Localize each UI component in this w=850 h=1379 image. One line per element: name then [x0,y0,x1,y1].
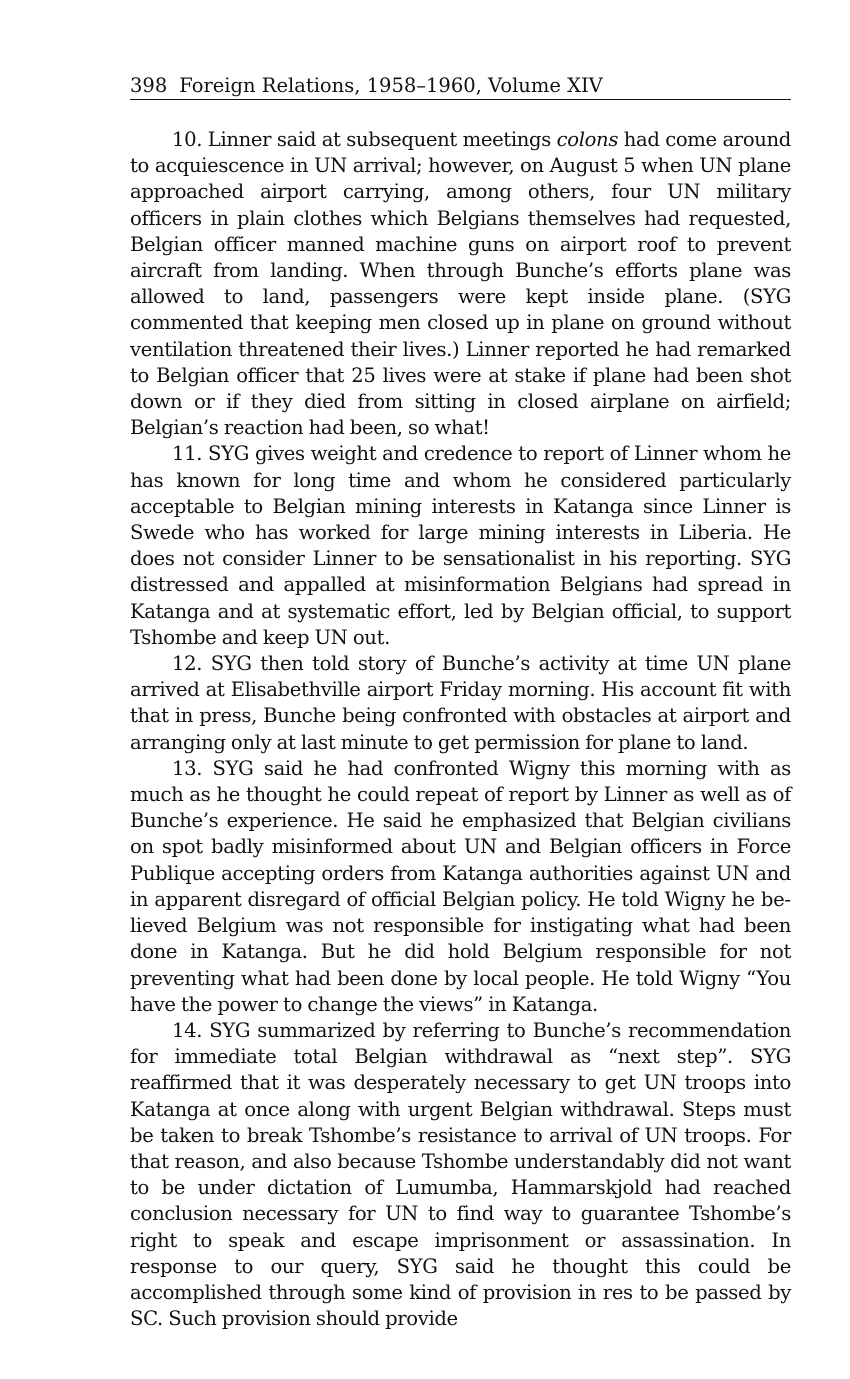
page-number: 398 [130,74,168,97]
running-header [130,74,791,100]
paragraph-10-start: 10. Linner said at subsequent meetings [172,128,557,151]
paragraph-10-rest: had come around to acquiescence in UN arrival; however, on August 5 when UN plane approached airport carrying, among others, four UN military officers in plain clothes which Belgians themselves had requested, Belgian officer manned machine guns on airport roof to prevent aircraft from landing. When through Bunche’s efforts plane was allowed to land, passengers were kept inside plane. (SYG commented that keeping men closed up in plane on ground without ventilation threatened their lives.) Linner reported he had remarked to Belgian officer that 25 lives were at stake if plane had been shot down or if they died from sitting in closed airplane on airfield; Belgian’s reaction had been, so what! [130,128,791,440]
volume-title: Foreign Relations, 1958–1960, Volume XIV [179,74,603,97]
paragraph-13: 13. SYG said he had confronted Wigny this morning with as much as he thought he could repeat of report by Linner as well as of Bunche’s experience. He said he emphasized that Belgian civilians on spot badly misinformed about UN and Belgian officers in Force Publique accepting orders from Katanga authorities against UN and in apparent disregard of official Belgian policy. He told Wigny he believed Belgium was not responsible for instigating what had been done in Katanga. But he did hold Belgium responsible for not preventing what had been done by local people. He told Wigny “You have the power to change the views” in Katanga. [130,756,791,1016]
paragraph-12: 12. SYG then told story of Bunche’s activity at time UN plane arrived at Elisabethville airport Friday morning. His account fit with that in press, Bunche being confronted with obstacles at airport and arranging only at last minute to get permission for plane to land. [130,652,791,754]
paragraph-10 [130,127,791,441]
italic-term: colons [556,128,619,151]
body-text [130,127,791,1332]
paragraph-14: 14. SYG summarized by referring to Bunche’s recommendation for immediate total Belgian withdrawal as “next step”. SYG reaffirmed that it was desperately necessary to get UN troops into Katanga at once along with urgent Belgian withdrawal. Steps must be taken to break Tshombe’s resistance to arrival of UN troops. For that reason, and also because Tshombe understandably did not want to be under dictation of Lumumba, Hammarskjold had reached conclusion necessary for UN to find way to guarantee Tshombe’s right to speak and escape imprisonment or assassination. In response to our query, SYG said he thought this could be accomplished through some kind of provision in res to be passed by SC. Such provision should provide [130,1018,791,1331]
paragraph-11: 11. SYG gives weight and credence to report of Linner whom he has known for long time and whom he considered particularly acceptable to Belgian mining interests in Katanga since Linner is Swede who has worked for large mining interests in Liberia. He does not consider Linner to be sensationalist in his reporting. SYG distressed and appalled at misinformation Belgians had spread in Katanga and at systematic effort, led by Belgian official, to support Tshombe and keep UN out. [130,442,791,649]
document-page [130,74,791,1332]
